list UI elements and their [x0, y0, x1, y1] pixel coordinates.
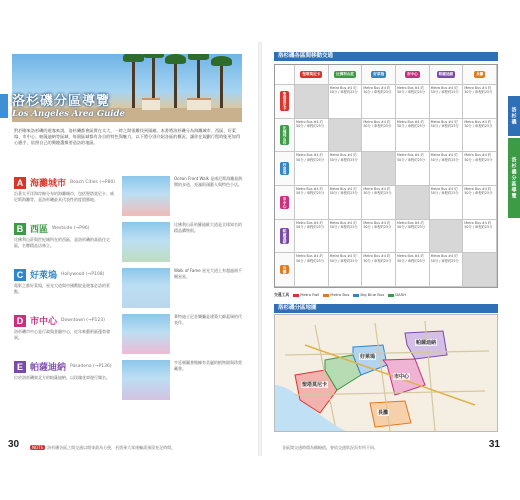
title-chinese: 洛杉磯分區導覽 [12, 94, 111, 109]
table-cell-same-area [362, 152, 396, 186]
map-area-label: 好萊塢 [360, 354, 376, 360]
table-cell: Metro Bus #4 約50分 / 車程約25分 [295, 152, 329, 186]
area-letter-badge: A [14, 177, 26, 189]
table-row-header [275, 119, 295, 153]
table-cell: Metro Bus #4 約50分 / 車程約25分 [295, 186, 329, 220]
legend-item: DASH [388, 292, 406, 297]
area-letter-badge: C [14, 269, 26, 281]
area-description: 沿著太平洋海岸線分布的海灘城市，包括聖塔莫尼卡、威尼斯海灘等，是洛杉磯最具代表性的度假勝地。 [14, 191, 114, 202]
table-column-header [295, 65, 329, 85]
area-photo [122, 314, 170, 354]
area-photo [122, 360, 170, 400]
table-column-header [396, 65, 430, 85]
table-cell: Metro Bus #4 約50分 / 車程約25分 [463, 85, 497, 119]
area-name: 好萊塢 [30, 271, 58, 281]
table-cell: Metro Bus #4 約50分 / 車程約25分 [295, 253, 329, 287]
table-cell: Metro Bus #4 約50分 / 車程約25分 [463, 119, 497, 153]
table-cell: Metro Bus #4 約50分 / 車程約25分 [463, 152, 497, 186]
area-english-name: Westside (→P96) [52, 226, 90, 231]
area-description: 電影之都好萊塢，星光大道與中國戲院是遊客必訪的景點。 [14, 283, 110, 294]
table-row-header [275, 253, 295, 287]
area-english-name: Hollywood (→P108) [61, 272, 105, 277]
area-photo-caption: 比佛利山莊的羅迪歐大道是全球知名的精品購物街。 [174, 222, 242, 233]
area-section [14, 222, 244, 263]
map-area-label: 帕薩迪納 [416, 340, 437, 346]
table-row-header [275, 85, 295, 119]
table-cell-same-area [430, 220, 464, 254]
table-cell: Metro Bus #4 約50分 / 車程約25分 [430, 85, 464, 119]
area-english-name: Downtown (→P123) [61, 318, 105, 323]
table-row-header [275, 220, 295, 254]
table-cell: Metro Bus #4 約50分 / 車程約25分 [430, 119, 464, 153]
table-cell-same-area [463, 253, 497, 287]
table-cell: Metro Bus #4 約50分 / 車程約25分 [295, 220, 329, 254]
transport-legend [274, 292, 498, 297]
table-row-header [275, 152, 295, 186]
table-cell: Metro Bus #4 約50分 / 車程約25分 [463, 220, 497, 254]
side-tab-area-guide: 洛杉磯分區導覽 [508, 138, 520, 218]
area-badge: 長灘 [280, 265, 289, 274]
table-cell: Metro Bus #4 約50分 / 車程約25分 [329, 85, 363, 119]
table-cell: Metro Bus #4 約50分 / 車程約25分 [430, 186, 464, 220]
map-area-label: 市中心 [394, 374, 410, 380]
area-photo-caption: 亨廷頓圖書館擁有美麗的植物園與珍貴藏書。 [174, 360, 242, 371]
area-english-name: Pasadena (→P136) [70, 364, 112, 369]
transport-table [274, 64, 498, 288]
area-badge: 好萊塢 [373, 72, 385, 76]
area-badge: 好萊塢 [280, 162, 289, 175]
area-badge: 聖塔莫尼卡 [302, 72, 321, 76]
legend-item: Metro Rail [293, 292, 319, 297]
area-section [14, 176, 244, 217]
table-column-header [362, 65, 396, 85]
area-badge: 長灘 [476, 72, 484, 76]
area-english-name: Beach Cities (→P80) [70, 180, 116, 185]
table-cell: Metro Bus #4 約50分 / 車程約25分 [396, 119, 430, 153]
area-badge: 比佛利山莊 [280, 125, 289, 145]
side-tab-la: 洛杉磯 [508, 96, 520, 136]
table-title: 洛杉磯各區間移動交通 [274, 52, 498, 61]
table-cell: Metro Bus #4 約50分 / 車程約25分 [329, 152, 363, 186]
area-badge: 市中心 [406, 72, 418, 76]
area-badge: 比佛利山莊 [336, 72, 354, 76]
legend-item: Metro Bus [323, 292, 349, 297]
table-cell: Metro Bus #4 約50分 / 車程約25分 [430, 253, 464, 287]
table-cell: Metro Bus #4 約50分 / 車程約25分 [396, 253, 430, 287]
table-row-header [275, 186, 295, 220]
table-cell-same-area [396, 186, 430, 220]
left-page [0, 42, 258, 456]
title-tag [0, 94, 8, 118]
area-letter-badge: E [14, 361, 26, 373]
page-number-right: 31 [488, 439, 500, 450]
area-section [14, 360, 244, 401]
area-section [14, 268, 244, 309]
area-map [274, 314, 498, 432]
table-cell-same-area [329, 119, 363, 153]
area-name: 帕薩迪納 [30, 363, 67, 373]
table-cell: Metro Bus #4 約50分 / 車程約25分 [362, 253, 396, 287]
area-letter-badge: B [14, 223, 26, 235]
area-letter-badge: D [14, 315, 26, 327]
area-description: 洛杉磯市中心是行政與金融中心，近年來藝術區蓬勃發展。 [14, 329, 110, 340]
table-cell: Metro Bus #4 約50分 / 車程約25分 [329, 253, 363, 287]
title-english: Los Angeles Area Guide [12, 109, 125, 119]
table-cell: Metro Bus #4 約50分 / 車程約25分 [430, 152, 464, 186]
right-page [262, 42, 520, 456]
area-badge: 帕薩迪納 [438, 72, 454, 76]
table-cell: Metro Bus #4 約50分 / 車程約25分 [396, 152, 430, 186]
table-cell: Metro Bus #4 約50分 / 車程約25分 [362, 186, 396, 220]
legend-prefix: 交通工具 [274, 292, 290, 297]
left-footnote: NOTE 洛杉磯各區之間交通以開車最為方便，若搭乘大眾運輸需預留充足時間。 [32, 445, 176, 450]
table-cell: Metro Bus #4 約50分 / 車程約25分 [362, 119, 396, 153]
table-corner [275, 65, 295, 85]
table-column-header [329, 65, 363, 85]
area-section [14, 314, 244, 355]
table-cell: Metro Bus #4 約50分 / 車程約25分 [463, 186, 497, 220]
area-photo-caption: 華特迪士尼音樂廳是建築大師蓋瑞的代表作。 [174, 314, 242, 325]
area-photo-caption: Walk of Fame 星光大道上有超過兩千顆星星。 [174, 268, 242, 279]
area-photo-caption: Ocean Front Walk 是威尼斯海灘最熱鬧的步道，充滿街頭藝人與特色小店。 [174, 176, 243, 187]
area-badge: 聖塔莫尼卡 [280, 91, 289, 111]
right-footnote: 各區間交通時間為概略值，會依交通狀況而有所不同。 [282, 445, 378, 450]
table-column-header [463, 65, 497, 85]
page-number-left: 30 [8, 439, 20, 450]
table-cell: Metro Bus #4 約50分 / 車程約25分 [295, 119, 329, 153]
table-column-header [430, 65, 464, 85]
map-area-label: 聖塔莫尼卡 [302, 382, 328, 388]
intro-paragraph: 對於剛來洛杉磯的遊客來說，洛杉磯都會區實在太大，一時之間很難找到頭緒。本書將洛杉磯分為海灘城市、西區、好萊塢、市中心、帕薩迪納等區域，每個區域都有各自的特色與魅力，以下將分別介紹各區的概況，讓你在規劃行程時能更加得心應手，依照自己的興趣選擇要造訪的地區。 [14, 128, 241, 146]
area-description: 位於洛杉磯東北方的帕薩迪納，以玫瑰花車遊行聞名。 [14, 375, 110, 380]
table-cell: Metro Bus #4 約50分 / 車程約25分 [329, 220, 363, 254]
area-photo [122, 176, 170, 216]
table-cell: Metro Bus #4 約50分 / 車程約25分 [329, 186, 363, 220]
table-cell-same-area [295, 85, 329, 119]
area-badge: 市中心 [280, 196, 289, 209]
area-name: 海灘城市 [30, 179, 67, 189]
area-description: 比佛利山莊與世紀城所在的西區，是洛杉磯的高級住宅區，名牌精品店林立。 [14, 237, 110, 248]
area-photo [122, 222, 170, 262]
table-cell: Metro Bus #4 約50分 / 車程約25分 [396, 85, 430, 119]
table-cell: Metro Bus #4 約50分 / 車程約25分 [396, 220, 430, 254]
table-cell: Metro Bus #4 約50分 / 車程約25分 [362, 85, 396, 119]
area-photo [122, 268, 170, 308]
map-area-label: 長灘 [378, 410, 389, 416]
page-title [12, 90, 125, 120]
legend-item: Big Blue Bus [353, 292, 384, 297]
map-title: 洛杉磯分區地圖 [274, 304, 498, 313]
table-cell: Metro Bus #4 約50分 / 車程約25分 [362, 220, 396, 254]
area-name: 市中心 [30, 317, 58, 327]
area-badge: 帕薩迪納 [280, 228, 289, 244]
area-name: 西區 [30, 225, 49, 235]
